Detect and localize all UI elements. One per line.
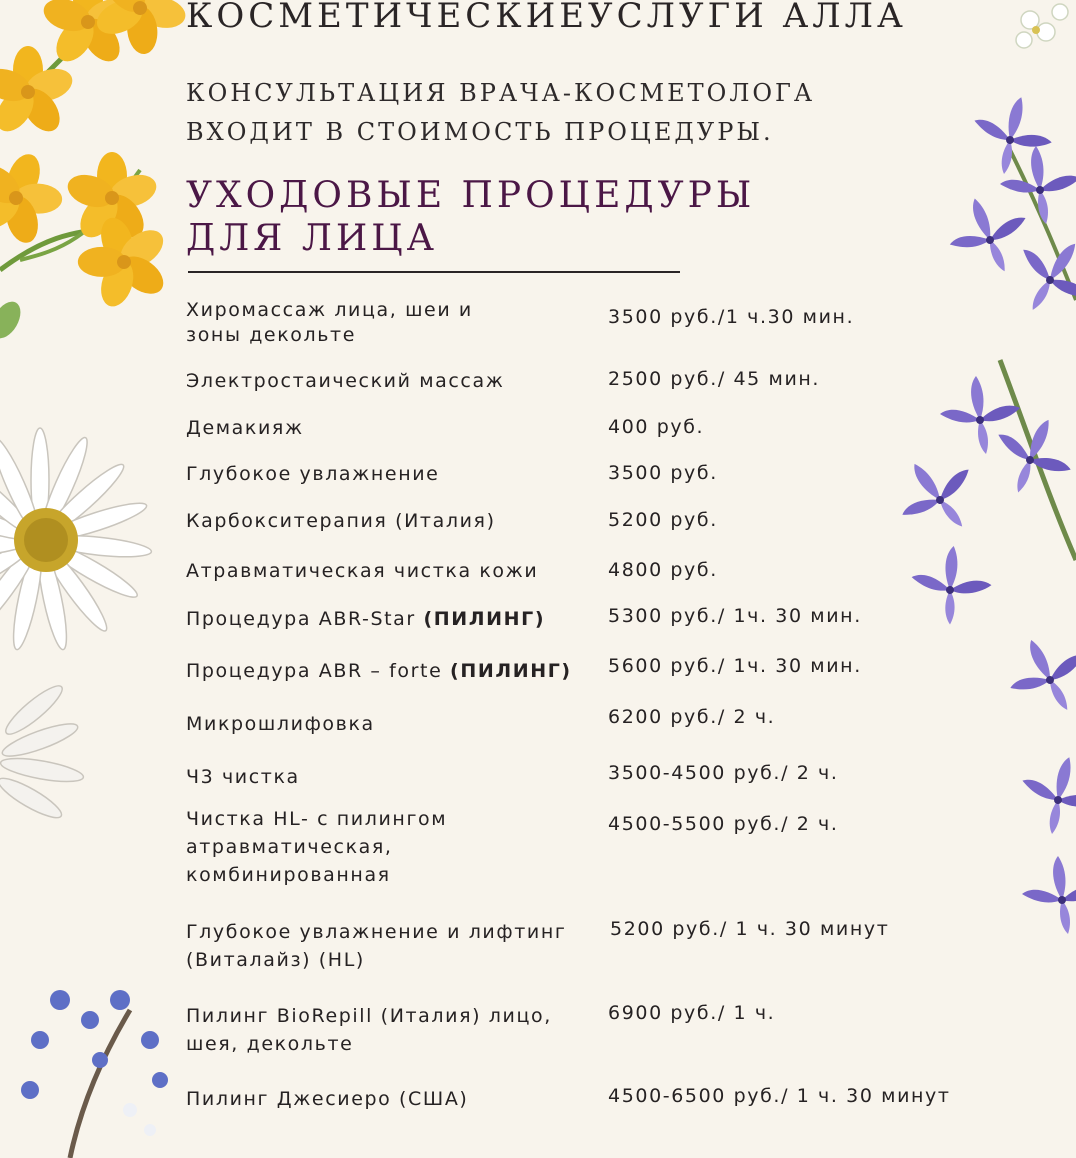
consultation-note-line-2: ВХОДИТ В СТОИМОСТЬ ПРОЦЕДУРЫ. bbox=[186, 118, 774, 146]
service-price: 3500 руб. bbox=[608, 462, 718, 484]
service-name: Карбокситерапия (Италия) bbox=[186, 510, 496, 532]
page-title: КОСМЕТИЧЕСКИЕУСЛУГИ АЛЛА bbox=[186, 0, 907, 36]
service-price: 5200 руб./ 1 ч. 30 минут bbox=[610, 918, 890, 940]
service-name: Электростаический массаж bbox=[186, 370, 505, 392]
service-name: Чистка HL- с пилингом атравматическая, комбинированная bbox=[186, 808, 448, 886]
consultation-note bbox=[186, 74, 815, 152]
service-name: Атравматическая чистка кожи bbox=[186, 560, 539, 582]
service-price: 5600 руб./ 1ч. 30 мин. bbox=[608, 655, 862, 677]
section-title bbox=[186, 174, 755, 260]
service-name: Микрошлифовка bbox=[186, 713, 375, 735]
service-name: Хиромассаж лица, шеи и зоны декольте bbox=[186, 299, 473, 346]
service-price: 3500-4500 руб./ 2 ч. bbox=[608, 762, 839, 784]
service-price: 4500-6500 руб./ 1 ч. 30 минут bbox=[608, 1085, 951, 1107]
service-name-text: Процедура ABR – forte bbox=[186, 660, 443, 682]
service-price: 2500 руб./ 45 мин. bbox=[608, 368, 821, 390]
service-price: 6900 руб./ 1 ч. bbox=[608, 1002, 776, 1024]
service-name bbox=[186, 659, 586, 684]
service-name: Глубокое увлажнение и лифтинг (Виталайз) (HL) bbox=[186, 921, 567, 971]
service-tag: (ПИЛИНГ) bbox=[423, 608, 546, 630]
service-tag: (ПИЛИНГ) bbox=[450, 660, 572, 682]
service-price: 5200 руб. bbox=[608, 509, 718, 531]
service-name: Пилинг BioRepill (Италия) лицо, шея, декольте bbox=[186, 1005, 552, 1055]
section-title-line-1: УХОДОВЫЕ ПРОЦЕДУРЫ bbox=[186, 175, 756, 216]
service-name: Пилинг Джесиеро (США) bbox=[186, 1088, 469, 1110]
service-price: 400 руб. bbox=[608, 416, 705, 438]
service-price: 6200 руб./ 2 ч. bbox=[608, 706, 776, 728]
consultation-note-line-1: КОНСУЛЬТАЦИЯ ВРАЧА-КОСМЕТОЛОГА bbox=[186, 79, 816, 107]
section-divider bbox=[188, 271, 680, 273]
section-title-line-2: ДЛЯ ЛИЦА bbox=[186, 218, 438, 259]
service-name-text: Процедура ABR-Star bbox=[186, 608, 416, 630]
service-name bbox=[186, 607, 586, 632]
service-name: Демакияж bbox=[186, 417, 304, 439]
service-price: 5300 руб./ 1ч. 30 мин. bbox=[608, 605, 862, 627]
service-name: Глубокое увлажнение bbox=[186, 463, 440, 485]
service-name: Ч3 чистка bbox=[186, 766, 300, 788]
service-price: 4800 руб. bbox=[608, 559, 718, 581]
service-price: 3500 руб./1 ч.30 мин. bbox=[608, 306, 855, 328]
service-price: 4500-5500 руб./ 2 ч. bbox=[608, 813, 839, 835]
